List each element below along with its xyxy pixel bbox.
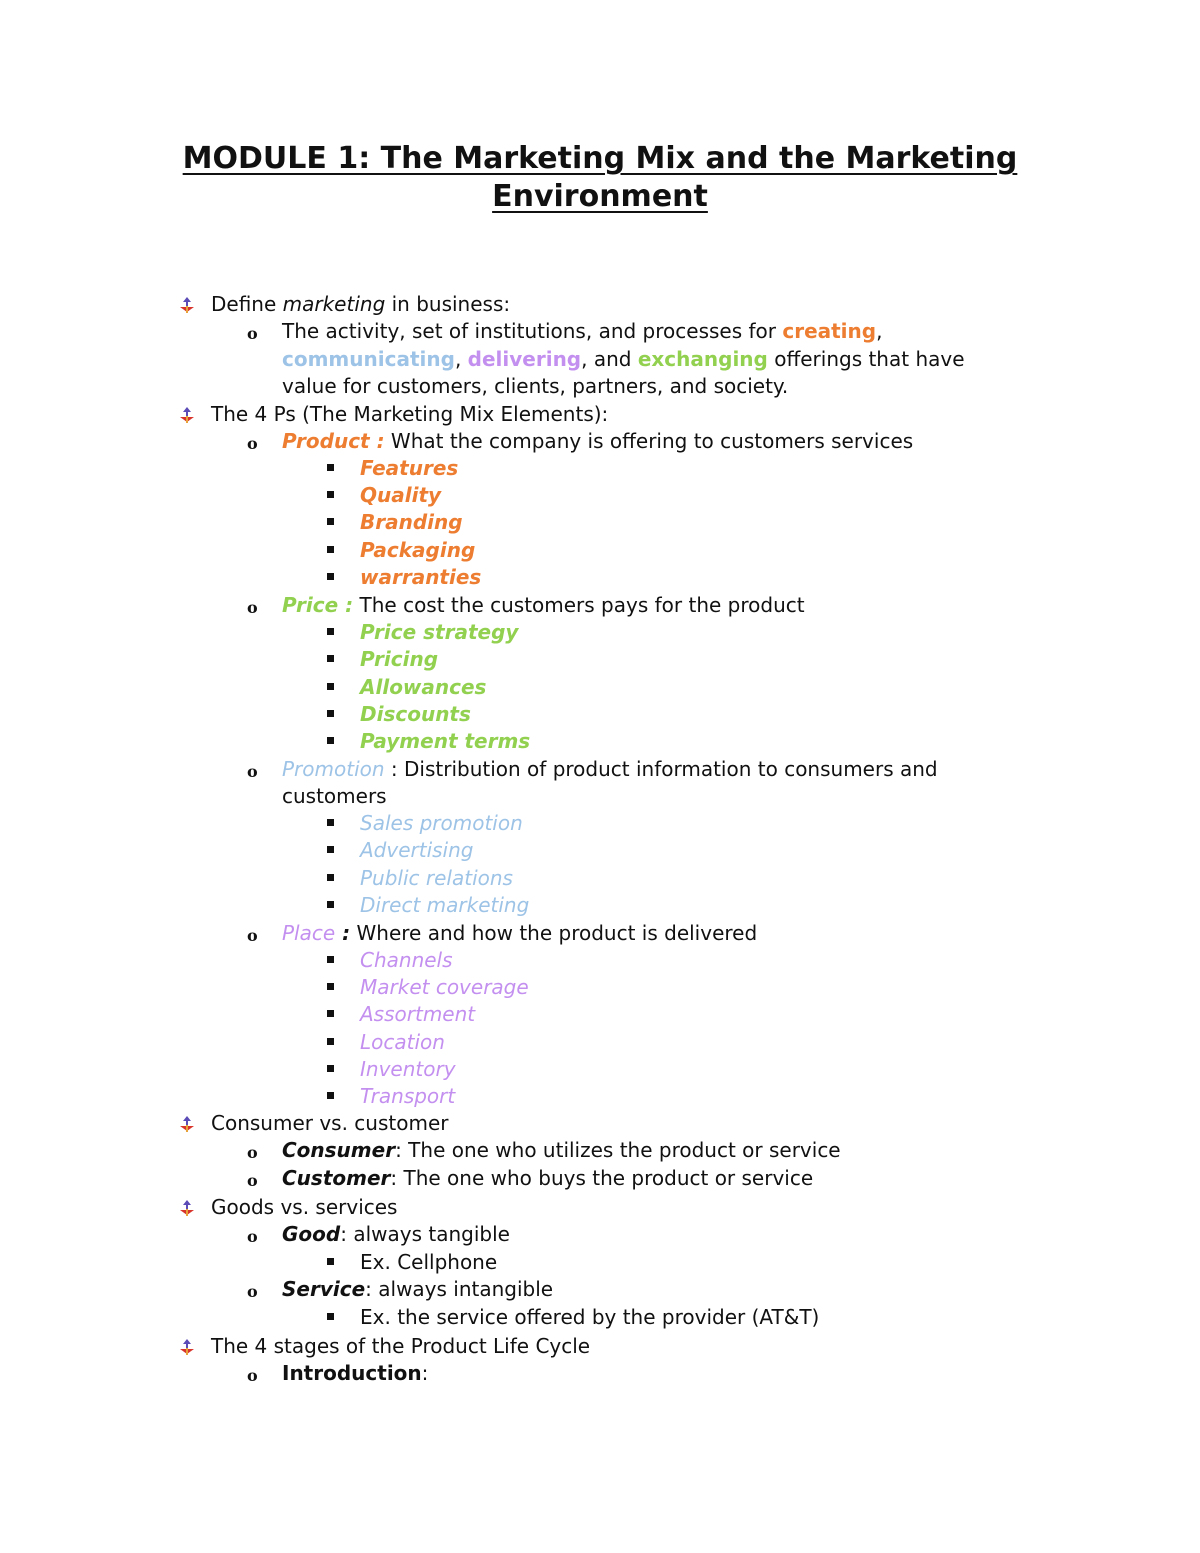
square-bullet-icon [327,1092,334,1099]
bullet-product-life-cycle: The 4 stages of the Product Life Cycle [211,1334,591,1358]
price-item: Price strategy [360,620,519,644]
price-term: Price : [282,593,354,617]
circle-bullet-icon: o [247,598,258,617]
consumer-line: Consumer: The one who utilizes the product or service [282,1138,841,1162]
square-bullet-icon [327,710,334,717]
page-title [100,140,1100,216]
service-term: Service [282,1277,366,1301]
place-item: Inventory [360,1057,456,1081]
product-item: Features [360,456,459,480]
circle-bullet-icon: o [247,1171,258,1190]
square-bullet-icon [327,1065,334,1072]
square-bullet-icon [327,874,334,881]
square-bullet-icon [327,1313,334,1320]
square-bullet-icon [327,737,334,744]
circle-bullet-icon: o [247,762,258,781]
bullet-four-ps: The 4 Ps (The Marketing Mix Elements): [211,402,609,426]
price-line: Price : The cost the customers pays for the product [282,593,805,617]
pushpin-icon [178,1199,196,1217]
place-item: Location [360,1030,445,1054]
introduction-term: Introduction [282,1361,422,1385]
circle-bullet-icon: o [247,1143,258,1162]
promotion-item: Sales promotion [360,811,523,835]
product-item: Quality [360,483,442,507]
service-line: Service: always intangible [282,1277,554,1301]
product-term: Product : [282,429,385,453]
square-bullet-icon [327,956,334,963]
promotion-item: Advertising [360,838,474,862]
title-line-2: Environment [492,179,708,214]
pushpin-icon [178,296,196,314]
exchanging-term: exchanging [637,347,768,371]
bullet-define-marketing: Define marketing in business: [211,292,511,316]
bullet-consumer-vs-customer: Consumer vs. customer [211,1111,449,1135]
place-term: Place [282,921,336,945]
product-item: Packaging [360,538,476,562]
price-item: Allowances [360,675,487,699]
square-bullet-icon [327,901,334,908]
price-item: Discounts [360,702,471,726]
square-bullet-icon [327,546,334,553]
price-item: Payment terms [360,729,531,753]
place-line: Place : Where and how the product is delivered [282,921,758,945]
delivering-term: delivering [467,347,582,371]
square-bullet-icon [327,1038,334,1045]
circle-bullet-icon: o [247,324,258,343]
pushpin-icon [178,406,196,424]
square-bullet-icon [327,628,334,635]
promotion-item: Public relations [360,866,513,890]
communicating-term: communicating [282,347,455,371]
product-item: Branding [360,510,463,534]
customer-line: Customer: The one who buys the product or service [282,1166,814,1190]
promotion-item: Direct marketing [360,893,530,917]
pushpin-icon [178,1338,196,1356]
place-item: Assortment [360,1002,476,1026]
circle-bullet-icon: o [247,1282,258,1301]
promotion-line: Promotion : Distribution of product information to consumers and [282,757,938,781]
circle-bullet-icon: o [247,1366,258,1385]
service-example: Ex. the service offered by the provider (AT&T) [360,1305,820,1329]
square-bullet-icon [327,683,334,690]
square-bullet-icon [327,518,334,525]
square-bullet-icon [327,819,334,826]
square-bullet-icon [327,846,334,853]
square-bullet-icon [327,1258,334,1265]
square-bullet-icon [327,983,334,990]
price-item: Pricing [360,647,439,671]
creating-term: creating [782,319,877,343]
title-line-1: MODULE 1: The Marketing Mix and the Marketing [182,141,1018,176]
square-bullet-icon [327,573,334,580]
square-bullet-icon [327,655,334,662]
consumer-term: Consumer [282,1138,396,1162]
pushpin-icon [178,1115,196,1133]
marketing-definition-line-2: communicating, delivering, and exchanging offerings that have [282,347,965,371]
good-term: Good [282,1222,341,1246]
place-item: Transport [360,1084,456,1108]
circle-bullet-icon: o [247,1227,258,1246]
product-item: warranties [360,565,482,589]
circle-bullet-icon: o [247,926,258,945]
customer-term: Customer [282,1166,391,1190]
introduction-line: Introduction: [282,1361,429,1385]
circle-bullet-icon: o [247,434,258,453]
place-item: Market coverage [360,975,529,999]
good-line: Good: always tangible [282,1222,510,1246]
marketing-definition-line-1: The activity, set of institutions, and processes for creating, [282,319,883,343]
place-item: Channels [360,948,453,972]
square-bullet-icon [327,491,334,498]
square-bullet-icon [327,1010,334,1017]
marketing-definition-line-3: value for customers, clients, partners, and society. [282,374,789,398]
bullet-goods-vs-services: Goods vs. services [211,1195,398,1219]
promotion-term: Promotion [282,757,385,781]
good-example: Ex. Cellphone [360,1250,498,1274]
promotion-line-2: customers [282,784,387,808]
product-line: Product : What the company is offering to customers services [282,429,914,453]
square-bullet-icon [327,464,334,471]
